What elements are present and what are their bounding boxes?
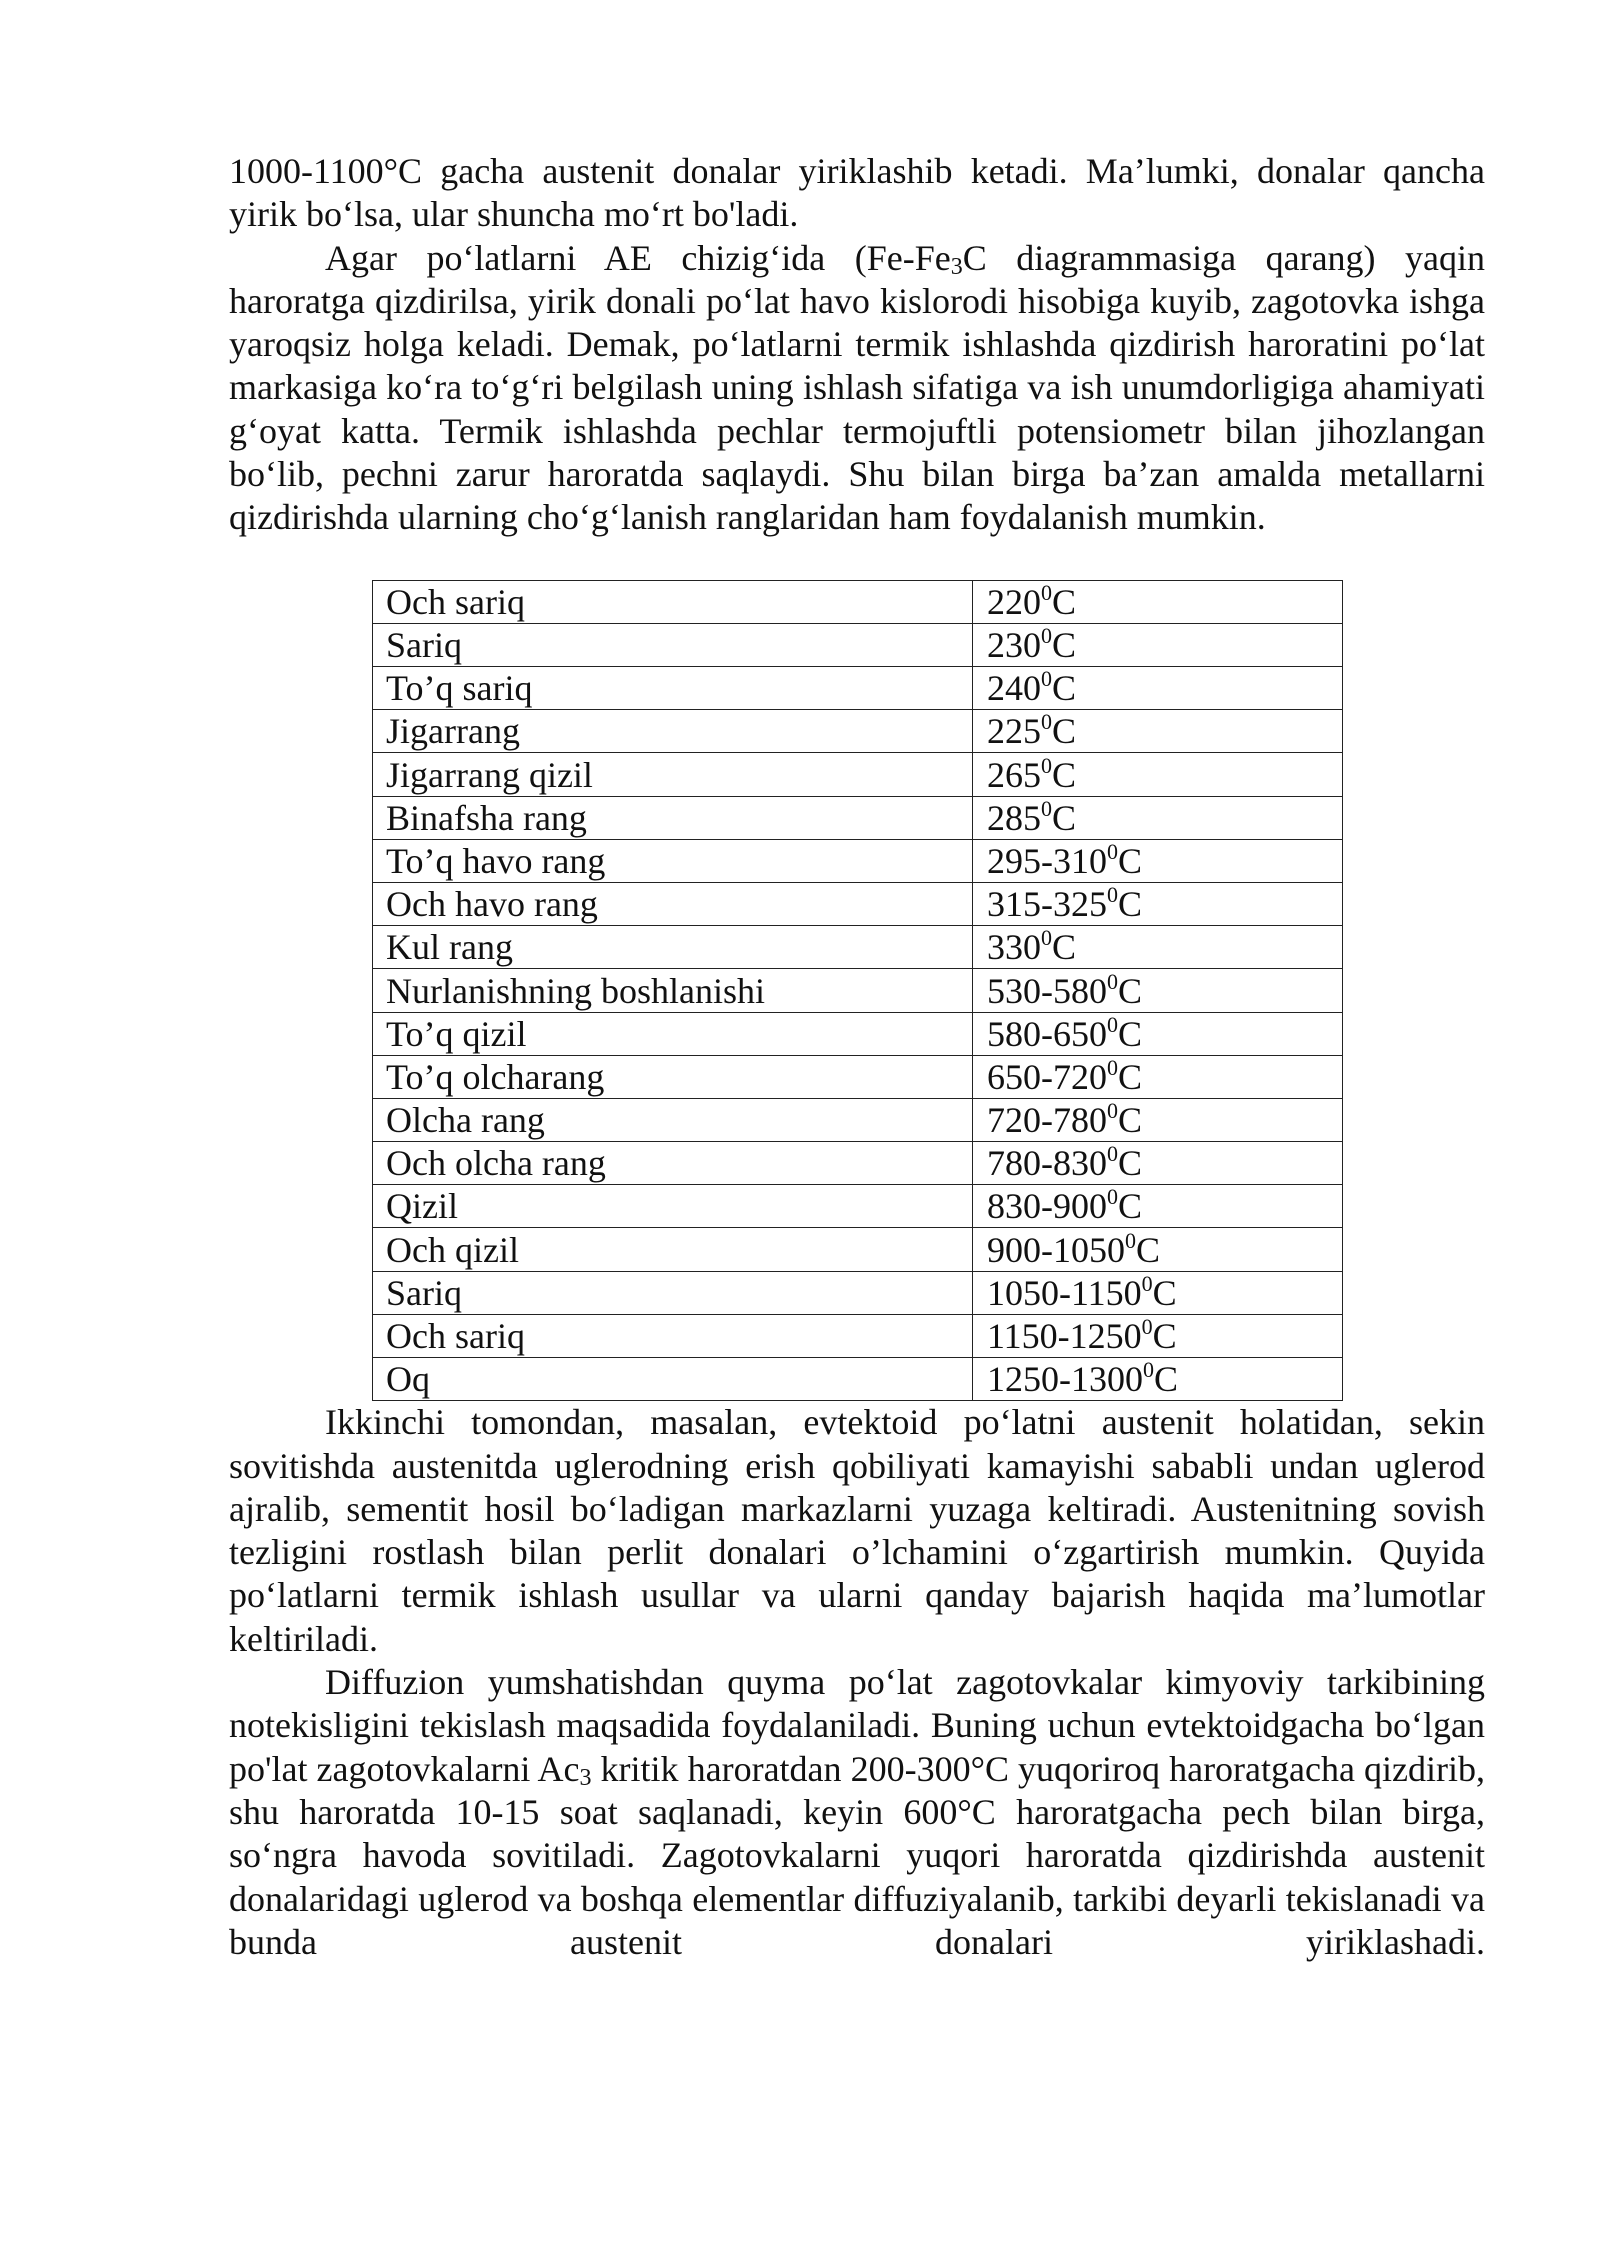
temperature-unit: C [1118,1013,1143,1054]
color-name-cell: Jigarrang qizil [373,753,973,796]
degree-superscript: 0 [1041,795,1052,821]
temperature-value: 1250-1300 [987,1359,1143,1400]
color-name-cell: Och qizil [373,1228,973,1271]
temperature-value: 900-1050 [987,1229,1125,1270]
degree-superscript: 0 [1107,1184,1118,1210]
table-row [373,1012,1343,1055]
paragraph-austenite-grains: 1000-1100°C gacha austenit donalar yiriklashib ketadi. Ma’lumki, donalar qancha yirik bo‘lsa, ular shuncha mo‘rt bo'ladi. [229,151,1485,235]
temperature-unit: C [1118,840,1143,881]
degree-superscript: 0 [1041,752,1052,778]
table-row [373,580,1343,623]
color-name-cell: Och olcha rang [373,1142,973,1185]
temperature-value: 240 [987,668,1041,709]
table-row [373,796,1343,839]
temperature-cell [973,1228,1343,1271]
color-name-cell: Olcha rang [373,1098,973,1141]
temperature-value: 650-720 [987,1056,1107,1097]
color-name-cell: Kul rang [373,926,973,969]
table-row [373,839,1343,882]
temperature-cell [973,1012,1343,1055]
degree-superscript: 0 [1107,1054,1118,1080]
temperature-cell [973,1314,1343,1357]
temperature-value: 530-580 [987,970,1107,1011]
temperature-cell [973,1142,1343,1185]
color-name-cell: To’q olcharang [373,1055,973,1098]
temperature-cell [973,926,1343,969]
degree-superscript: 0 [1041,579,1052,605]
color-name-cell: To’q sariq [373,667,973,710]
temperature-cell [973,753,1343,796]
temperature-cell [973,969,1343,1012]
table-row [373,667,1343,710]
temperature-unit: C [1152,1272,1177,1313]
temperature-cell [973,1055,1343,1098]
paragraph-heating-temperature [229,237,1485,540]
temperature-cell [973,1358,1343,1401]
table-row [373,1358,1343,1401]
temperature-cell [973,1271,1343,1314]
table-row [373,1055,1343,1098]
temperature-cell [973,796,1343,839]
paragraph-text: Diffuzion yumshatishdan quyma po‘lat zagotovkalar kimyoviy tarkibining notekisligini tekislash maqsadida foydalaniladi. Buning uchun evtektoidgacha bo‘lgan po'lat zagotovkalarni Ac [229,1662,1485,1789]
table-row [373,623,1343,666]
temperature-value: 330 [987,927,1041,968]
degree-superscript: 0 [1041,623,1052,649]
temperature-cell [973,1185,1343,1228]
degree-superscript: 0 [1107,1141,1118,1167]
degree-superscript: 0 [1141,1314,1153,1340]
temperature-value: 780-830 [987,1143,1107,1184]
color-name-cell: Och havo rang [373,882,973,925]
paragraph-text: Agar po‘latlarni AE chizig‘ida (Fe-Fe [325,237,951,278]
temperature-unit: C [1118,1100,1143,1141]
degree-superscript: 0 [1107,838,1118,864]
temperature-value: 230 [987,625,1041,666]
degree-superscript: 0 [1107,882,1118,908]
table-row [373,1185,1343,1228]
color-name-cell: Och sariq [373,580,973,623]
degree-superscript: 0 [1107,1098,1118,1124]
temperature-unit: C [1052,797,1077,838]
color-name-cell: Sariq [373,1271,973,1314]
color-name-cell: Jigarrang [373,710,973,753]
temperature-value: 225 [987,711,1041,752]
table-row [373,969,1343,1012]
temperature-value: 1150-1250 [987,1316,1142,1357]
subscript: 3 [579,1764,592,1791]
temperature-cell [973,667,1343,710]
temperature-unit: C [1052,668,1077,709]
color-name-cell: Sariq [373,623,973,666]
temperature-unit: C [1052,711,1077,752]
temperature-value: 830-900 [987,1186,1107,1227]
subscript: 3 [950,253,963,280]
temperature-unit: C [1118,1186,1143,1227]
degree-superscript: 0 [1143,1357,1154,1383]
temperature-cell [973,710,1343,753]
temperature-value: 295-310 [987,840,1107,881]
degree-superscript: 0 [1107,968,1118,994]
color-name-cell: Binafsha rang [373,796,973,839]
temperature-unit: C [1152,1316,1177,1357]
degree-superscript: 0 [1041,709,1052,735]
temperature-value: 285 [987,797,1041,838]
temperature-value: 580-650 [987,1013,1107,1054]
color-name-cell: To’q havo rang [373,839,973,882]
color-name-cell: Och sariq [373,1314,973,1357]
temperature-unit: C [1052,754,1077,795]
degree-superscript: 0 [1125,1227,1136,1253]
temperature-unit: C [1118,1056,1143,1097]
temperature-unit: C [1118,1143,1143,1184]
table-row [373,926,1343,969]
table-row [373,710,1343,753]
temper-color-table-body [373,580,1343,1401]
color-name-cell: To’q qizil [373,1012,973,1055]
color-name-cell: Qizil [373,1185,973,1228]
temperature-value: 265 [987,754,1041,795]
temperature-unit: C [1118,884,1143,925]
temperature-unit: C [1052,581,1077,622]
temperature-value: 220 [987,581,1041,622]
color-name-cell: Oq [373,1358,973,1401]
temperature-unit: C [1136,1229,1161,1270]
temperature-unit: C [1052,625,1077,666]
degree-superscript: 0 [1041,666,1052,692]
temperature-cell [973,882,1343,925]
table-row [373,1142,1343,1185]
temperature-cell [973,623,1343,666]
document-page [229,150,1485,1964]
paragraph-eutectoid-cooling: Ikkinchi tomondan, masalan, evtektoid po‘latni austenit holatidan, sekin sovitishda austenitda uglerodning erish qobiliyati kamayishi sababli undan uglerod ajralib, sementit hosil bo‘ladigan markazlarni yuzaga keltiradi. Austenitning sovish tezligini rostlash bilan perlit donalari o’lchamini o‘zgartirish mumkin. Quyida po‘latlarni termik ishlash usullar va ularni qanday bajarish haqida ma’lumotlar keltiriladi. [229,1402,1485,1659]
temperature-cell [973,580,1343,623]
table-row [373,1271,1343,1314]
temperature-unit: C [1118,970,1143,1011]
color-name-cell: Nurlanishning boshlanishi [373,969,973,1012]
temperature-value: 1050-1150 [987,1272,1142,1313]
table-row [373,753,1343,796]
temperature-cell [973,1098,1343,1141]
table-row [373,882,1343,925]
paragraph-text: kritik haroratdan 200-300°C yuqoriroq haroratgacha qizdirib, shu haroratda 10-15 soat saqlanadi, keyin 600°C haroratgacha pech bilan birga, so‘ngra havoda sovitiladi. Zagotovkalarni yuqori haroratda qizdirishda austenit donalaridagi uglerod va boshqa elementlar diffuziyalanib, tarkibi deyarli tekislanadi va bunda austenit donalari yiriklashadi. [229,1748,1485,1962]
table-row [373,1314,1343,1357]
paragraph-diffusion-annealing [229,1661,1485,1964]
table-row [373,1228,1343,1271]
temper-color-table [372,580,1343,1402]
temperature-cell [973,839,1343,882]
temperature-value: 315-325 [987,884,1107,925]
paragraph-text: C diagrammasiga qarang) yaqin haroratga qizdirilsa, yirik donali po‘lat havo kislorodi hisobiga kuyib, zagotovka ishga yaroqsiz holga keladi. Demak, po‘latlarni termik ishlashda qizdirish haroratini po‘lat markasiga ko‘ra to‘g‘ri belgilash uning ishlash sifatiga va ish unumdorligiga ahamiyati g‘oyat katta. Termik ishlashda pechlar termojuftli potensiometr bilan jihozlangan bo‘lib, pechni zarur haroratda saqlaydi. Shu bilan birga ba’zan amalda metallarni qizdirishda ularning cho‘g‘lanish ranglaridan ham foydalanish mumkin. [229,237,1485,538]
table-row [373,1098,1343,1141]
temperature-unit: C [1154,1359,1179,1400]
degree-superscript: 0 [1107,1011,1118,1037]
temperature-unit: C [1052,927,1077,968]
degree-superscript: 0 [1041,925,1052,951]
temperature-value: 720-780 [987,1100,1107,1141]
degree-superscript: 0 [1141,1270,1153,1296]
